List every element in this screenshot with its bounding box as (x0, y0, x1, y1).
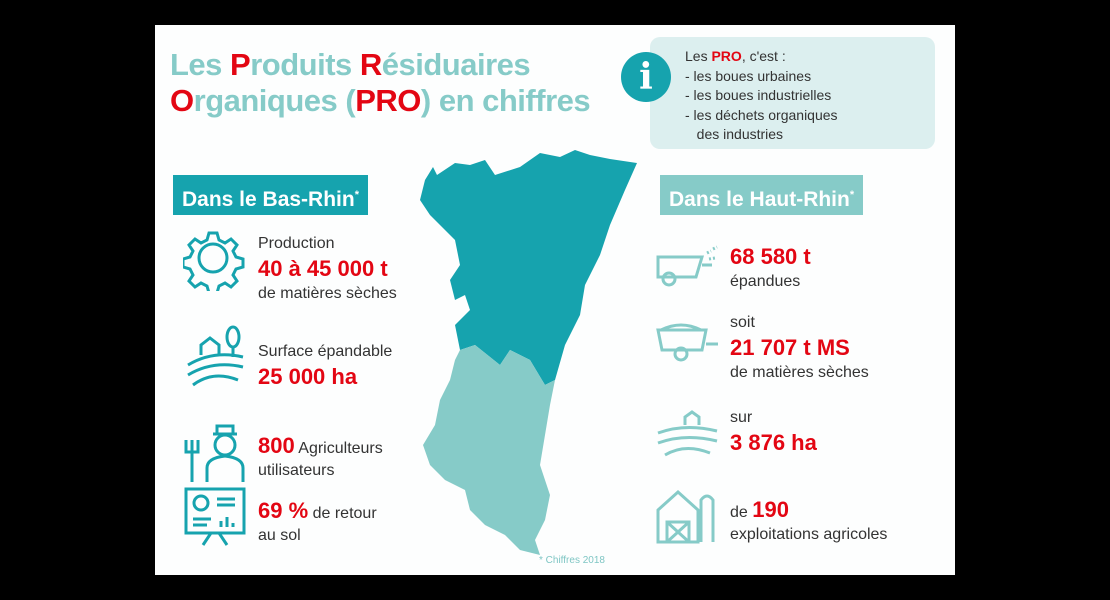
manure-trailer-icon (655, 310, 721, 376)
stat-label: sur (730, 409, 753, 426)
stat-value: 800 (258, 433, 295, 458)
stat-label: Production (258, 235, 335, 252)
gear-icon (183, 225, 249, 291)
title-text: PRO (355, 83, 421, 118)
stat-label: Surface épandable (258, 343, 393, 360)
title-text: O (170, 83, 194, 118)
title-text: ) en chiffres (420, 83, 591, 118)
info-intro: , c'est : (741, 48, 786, 64)
footnote: * Chiffres 2018 (539, 555, 605, 566)
stat-value: 25 000 ha (258, 364, 358, 389)
stat-label: de matières sèches (258, 285, 397, 302)
header-text: Dans le Bas-Rhin (182, 188, 355, 211)
title-text: roduits (250, 47, 360, 82)
presentation-board-icon (183, 485, 249, 551)
haut-rhin-header (660, 175, 863, 215)
haut-rhin-region (423, 345, 555, 555)
title-text: ésiduaires (381, 47, 531, 82)
farm-landscape-icon (183, 325, 249, 391)
stat-value: 190 (752, 497, 789, 522)
title-text: Les (170, 47, 231, 82)
spreader-trailer-icon (655, 235, 721, 301)
stat-label: de (730, 504, 753, 521)
info-item: - les boues urbaines (685, 67, 812, 84)
info-pro: PRO (711, 48, 742, 64)
header-text: Dans le Haut-Rhin (669, 188, 850, 211)
stat-label: Agriculteurs (294, 440, 383, 457)
barn-silo-icon (655, 480, 721, 546)
stat-label: utilisateurs (258, 462, 335, 479)
bas-rhin-header (173, 175, 368, 215)
info-item: - les déchets organiques (685, 106, 838, 123)
stat-value: 3 876 ha (730, 430, 817, 455)
info-intro: Les (685, 48, 712, 64)
stat-label: de retour (308, 505, 377, 522)
fields-icon (655, 405, 721, 471)
title-text: R (359, 47, 382, 82)
title-text: P (230, 47, 251, 82)
info-icon: i (621, 52, 671, 102)
stat-value: 68 580 t (730, 244, 811, 269)
infographic (155, 25, 955, 575)
stat-label: soit (730, 314, 755, 331)
info-item: des industries (685, 126, 784, 142)
info-item: - les boues industrielles (685, 87, 832, 103)
alsace-map (415, 145, 645, 565)
stat-label: au sol (258, 527, 301, 544)
page-title (170, 47, 590, 119)
stat-label: épandues (730, 273, 801, 290)
title-text: rganiques ( (193, 83, 356, 118)
asterisk: * (354, 189, 359, 201)
stat-label: de matières sèches (730, 364, 869, 381)
stat-value: 21 707 t MS (730, 335, 850, 360)
stat-label: exploitations agricoles (730, 526, 888, 543)
asterisk: * (849, 189, 855, 201)
info-text (685, 47, 838, 145)
stat-value: 69 % (258, 498, 309, 523)
bas-rhin-region (420, 150, 637, 385)
stat-value: 40 à 45 000 t (258, 256, 388, 281)
farmer-icon (183, 420, 249, 486)
